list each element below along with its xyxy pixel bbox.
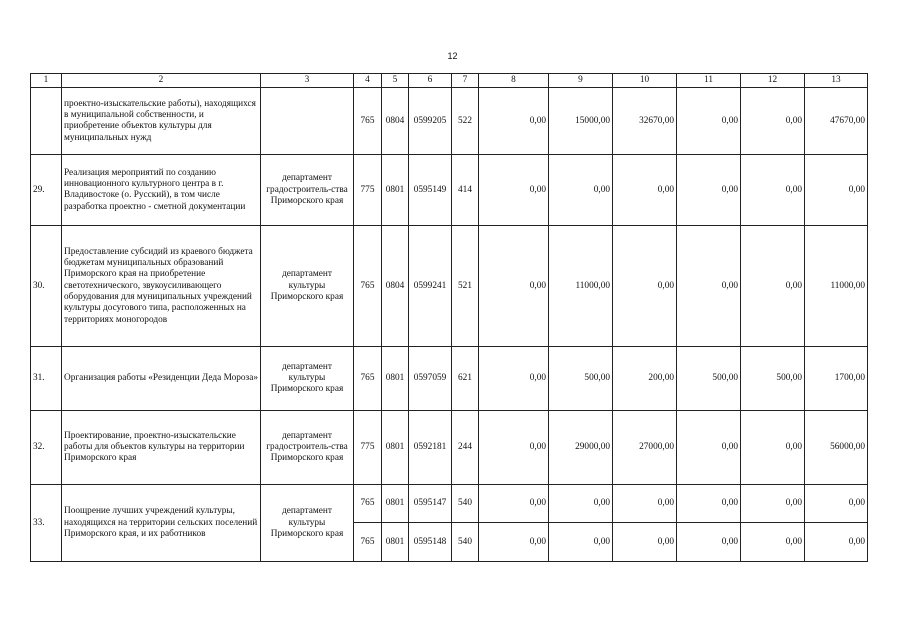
column-header: 1 — [31, 74, 62, 88]
table-row — [31, 485, 868, 523]
row-description: Предоставление субсидий из краевого бюджета бюджетам муниципальных образований Приморского края на приобретение светотехнического, звукоусиливающего оборудования для муниципальных учреждений культуры досугового типа, расположенных на территориях моногородов — [62, 226, 261, 347]
amount-2015: 0,00 — [549, 485, 613, 523]
code-target: 0595148 — [409, 523, 452, 562]
column-header: 9 — [549, 74, 613, 88]
amount-2014: 0,00 — [479, 347, 549, 411]
code-expense: 540 — [452, 485, 479, 523]
row-description: проектно-изыскательские работы), находящихся в муниципальной собственности, и приобретение объектов культуры для муниципальных нужд — [62, 88, 261, 155]
row-description: Организация работы «Резиденции Деда Мороза» — [62, 347, 261, 411]
amount-2014: 0,00 — [479, 411, 549, 485]
amount-2017: 0,00 — [677, 523, 741, 562]
code-grbs: 765 — [354, 485, 382, 523]
amount-2018: 0,00 — [741, 155, 805, 226]
table-row — [31, 347, 868, 411]
table-row — [31, 155, 868, 226]
code-expense: 414 — [452, 155, 479, 226]
amount-2017: 500,00 — [677, 347, 741, 411]
row-description: Поощрение лучших учреждений культуры, находящихся на территории сельских поселений Приморского края, и их работников — [62, 485, 261, 562]
header-row — [31, 74, 868, 88]
amount-2015: 15000,00 — [549, 88, 613, 155]
table-row — [31, 411, 868, 485]
code-expense: 621 — [452, 347, 479, 411]
amount-2016: 32670,00 — [613, 88, 677, 155]
amount-total: 56000,00 — [805, 411, 868, 485]
amount-2016: 200,00 — [613, 347, 677, 411]
code-target: 0595147 — [409, 485, 452, 523]
code-expense: 540 — [452, 523, 479, 562]
amount-2017: 0,00 — [677, 88, 741, 155]
amount-total: 47670,00 — [805, 88, 868, 155]
code-grbs: 775 — [354, 411, 382, 485]
row-number — [31, 88, 62, 155]
code-grbs: 765 — [354, 226, 382, 347]
amount-2015: 0,00 — [549, 523, 613, 562]
amount-2018: 500,00 — [741, 347, 805, 411]
amount-total: 1700,00 — [805, 347, 868, 411]
column-header: 8 — [479, 74, 549, 88]
amount-2017: 0,00 — [677, 411, 741, 485]
column-header: 5 — [382, 74, 409, 88]
amount-2014: 0,00 — [479, 155, 549, 226]
amount-2016: 27000,00 — [613, 411, 677, 485]
amount-2014: 0,00 — [479, 88, 549, 155]
row-department: департамент культуры Приморского края — [261, 347, 354, 411]
amount-2016: 0,00 — [613, 155, 677, 226]
row-description: Реализация мероприятий по созданию инновационного культурного центра в г. Владивостоке (о. Русский), в том числе разработка проектно - сметной документации — [62, 155, 261, 226]
column-header: 12 — [741, 74, 805, 88]
column-header: 2 — [62, 74, 261, 88]
amount-2014: 0,00 — [479, 523, 549, 562]
row-department: департамент градостроитель-ства Приморского края — [261, 411, 354, 485]
code-target: 0592181 — [409, 411, 452, 485]
code-grbs: 775 — [354, 155, 382, 226]
amount-2015: 0,00 — [549, 155, 613, 226]
code-grbs: 765 — [354, 88, 382, 155]
code-target: 0599241 — [409, 226, 452, 347]
amount-2018: 0,00 — [741, 411, 805, 485]
amount-2018: 0,00 — [741, 485, 805, 523]
code-section: 0801 — [382, 485, 409, 523]
page-number: 12 — [447, 51, 458, 61]
column-header: 13 — [805, 74, 868, 88]
amount-2016: 0,00 — [613, 523, 677, 562]
row-department — [261, 88, 354, 155]
code-expense: 521 — [452, 226, 479, 347]
code-section: 0804 — [382, 226, 409, 347]
amount-2017: 0,00 — [677, 485, 741, 523]
amount-2016: 0,00 — [613, 226, 677, 347]
amount-total: 0,00 — [805, 155, 868, 226]
amount-2018: 0,00 — [741, 523, 805, 562]
code-target: 0595149 — [409, 155, 452, 226]
row-number: 32. — [31, 411, 62, 485]
row-department: департамент культуры Приморского края — [261, 485, 354, 562]
row-description: Проектирование, проектно-изыскательские работы для объектов культуры на территории Приморского края — [62, 411, 261, 485]
code-grbs: 765 — [354, 347, 382, 411]
amount-2014: 0,00 — [479, 485, 549, 523]
code-section: 0801 — [382, 155, 409, 226]
code-grbs: 765 — [354, 523, 382, 562]
column-header: 7 — [452, 74, 479, 88]
column-header: 4 — [354, 74, 382, 88]
amount-2017: 0,00 — [677, 226, 741, 347]
code-section: 0801 — [382, 347, 409, 411]
table-body — [31, 74, 868, 562]
table-row — [31, 226, 868, 347]
code-section: 0801 — [382, 411, 409, 485]
row-number: 30. — [31, 226, 62, 347]
code-expense: 522 — [452, 88, 479, 155]
row-number: 29. — [31, 155, 62, 226]
amount-2018: 0,00 — [741, 226, 805, 347]
code-expense: 244 — [452, 411, 479, 485]
row-department: департамент градостроитель-ства Приморского края — [261, 155, 354, 226]
budget-table — [30, 73, 868, 562]
amount-2015: 500,00 — [549, 347, 613, 411]
amount-2016: 0,00 — [613, 485, 677, 523]
column-header: 10 — [613, 74, 677, 88]
row-number: 33. — [31, 485, 62, 562]
amount-2014: 0,00 — [479, 226, 549, 347]
column-header: 11 — [677, 74, 741, 88]
column-header: 6 — [409, 74, 452, 88]
amount-2017: 0,00 — [677, 155, 741, 226]
amount-total: 11000,00 — [805, 226, 868, 347]
column-header: 3 — [261, 74, 354, 88]
code-section: 0801 — [382, 523, 409, 562]
code-target: 0597059 — [409, 347, 452, 411]
row-department: департамент культуры Приморского края — [261, 226, 354, 347]
table-row — [31, 88, 868, 155]
amount-2015: 29000,00 — [549, 411, 613, 485]
row-number: 31. — [31, 347, 62, 411]
amount-2018: 0,00 — [741, 88, 805, 155]
amount-2015: 11000,00 — [549, 226, 613, 347]
amount-total: 0,00 — [805, 523, 868, 562]
code-section: 0804 — [382, 88, 409, 155]
code-target: 0599205 — [409, 88, 452, 155]
amount-total: 0,00 — [805, 485, 868, 523]
